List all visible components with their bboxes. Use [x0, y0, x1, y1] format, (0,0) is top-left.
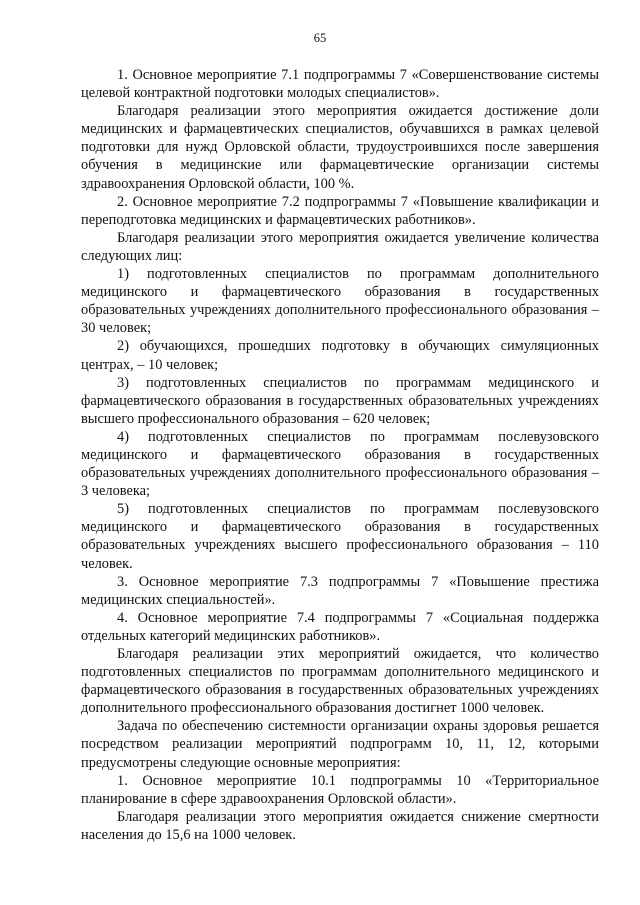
paragraph-7-1-result: Благодаря реализации этого мероприятия ожидается достижение доли медицинских и фармацевтических специалистов, обучавшихся в рамках целевой подготовки для нужд Орловской области, трудоустроившихся после завершения обучения в медицинские или фармацевтические организации системы здравоохранения Орловской области, 100 %.	[81, 103, 599, 192]
list-item-4: 4) подготовленных специалистов по программам послевузовского медицинского и фармацевтического образования в государственных образовательных учреждениях дополнительного профессионального образования – 3 человека;	[81, 428, 599, 500]
list-item-1: 1) подготовленных специалистов по программам дополнительного медицинского и фармацевтического образования в государственных образовательных учреждениях дополнительного профессионального образования – 30 человек;	[81, 266, 599, 337]
list-item-2: 2) обучающихся, прошедших подготовку в обучающих симуляционных центрах, – 10 человек;	[81, 338, 599, 373]
paragraph-10-1-result: Благодаря реализации этого мероприятия ожидается снижение смертности населения до 15,6 на 1000 человек.	[81, 808, 599, 843]
list-item-5: 5) подготовленных специалистов по программам послевузовского медицинского и фармацевтического образования в государственных образовательных учреждениях высшего профессионального образования – 110 человек.	[81, 501, 599, 572]
paragraph-task-system: Задача по обеспечению системности организации охраны здоровья решается посредством реализации мероприятий подпрограмм 10, 11, 12, которыми предусмотрены следующие основные мероприятия:	[81, 718, 599, 771]
paragraph-10-1-title: 1. Основное мероприятие 10.1 подпрограммы 10 «Территориальное планирование в сфере здравоохранения Орловской области».	[81, 772, 599, 807]
paragraph-7-4-title: 4. Основное мероприятие 7.4 подпрограммы 7 «Социальная поддержка отдельных категорий медицинских работников».	[81, 609, 599, 644]
paragraph-7-3-7-4-result: Благодаря реализации этих мероприятий ожидается, что количество подготовленных специалистов по программам дополнительного медицинского и фармацевтического образования в государственных образовательных учреждениях дополнительного профессионального образования достигнет 1000 человек.	[81, 646, 599, 717]
document-body	[81, 66, 599, 844]
paragraph-7-3-title: 3. Основное мероприятие 7.3 подпрограммы 7 «Повышение престижа медицинских специальностей».	[81, 573, 599, 608]
paragraph-7-2-title: 2. Основное мероприятие 7.2 подпрограммы 7 «Повышение квалификации и переподготовка медицинских и фармацевтических работников».	[81, 193, 599, 228]
paragraph-7-2-intro: Благодаря реализации этого мероприятия ожидается увеличение количества следующих лиц:	[81, 229, 599, 264]
paragraph-7-1-title: 1. Основное мероприятие 7.1 подпрограммы 7 «Совершенствование системы целевой контрактной подготовки молодых специалистов».	[81, 67, 599, 102]
page-number: 65	[313, 31, 327, 45]
list-item-3: 3) подготовленных специалистов по программам медицинского и фармацевтического образования в государственных образовательных учреждениях высшего профессионального образования – 620 человек;	[81, 374, 599, 427]
